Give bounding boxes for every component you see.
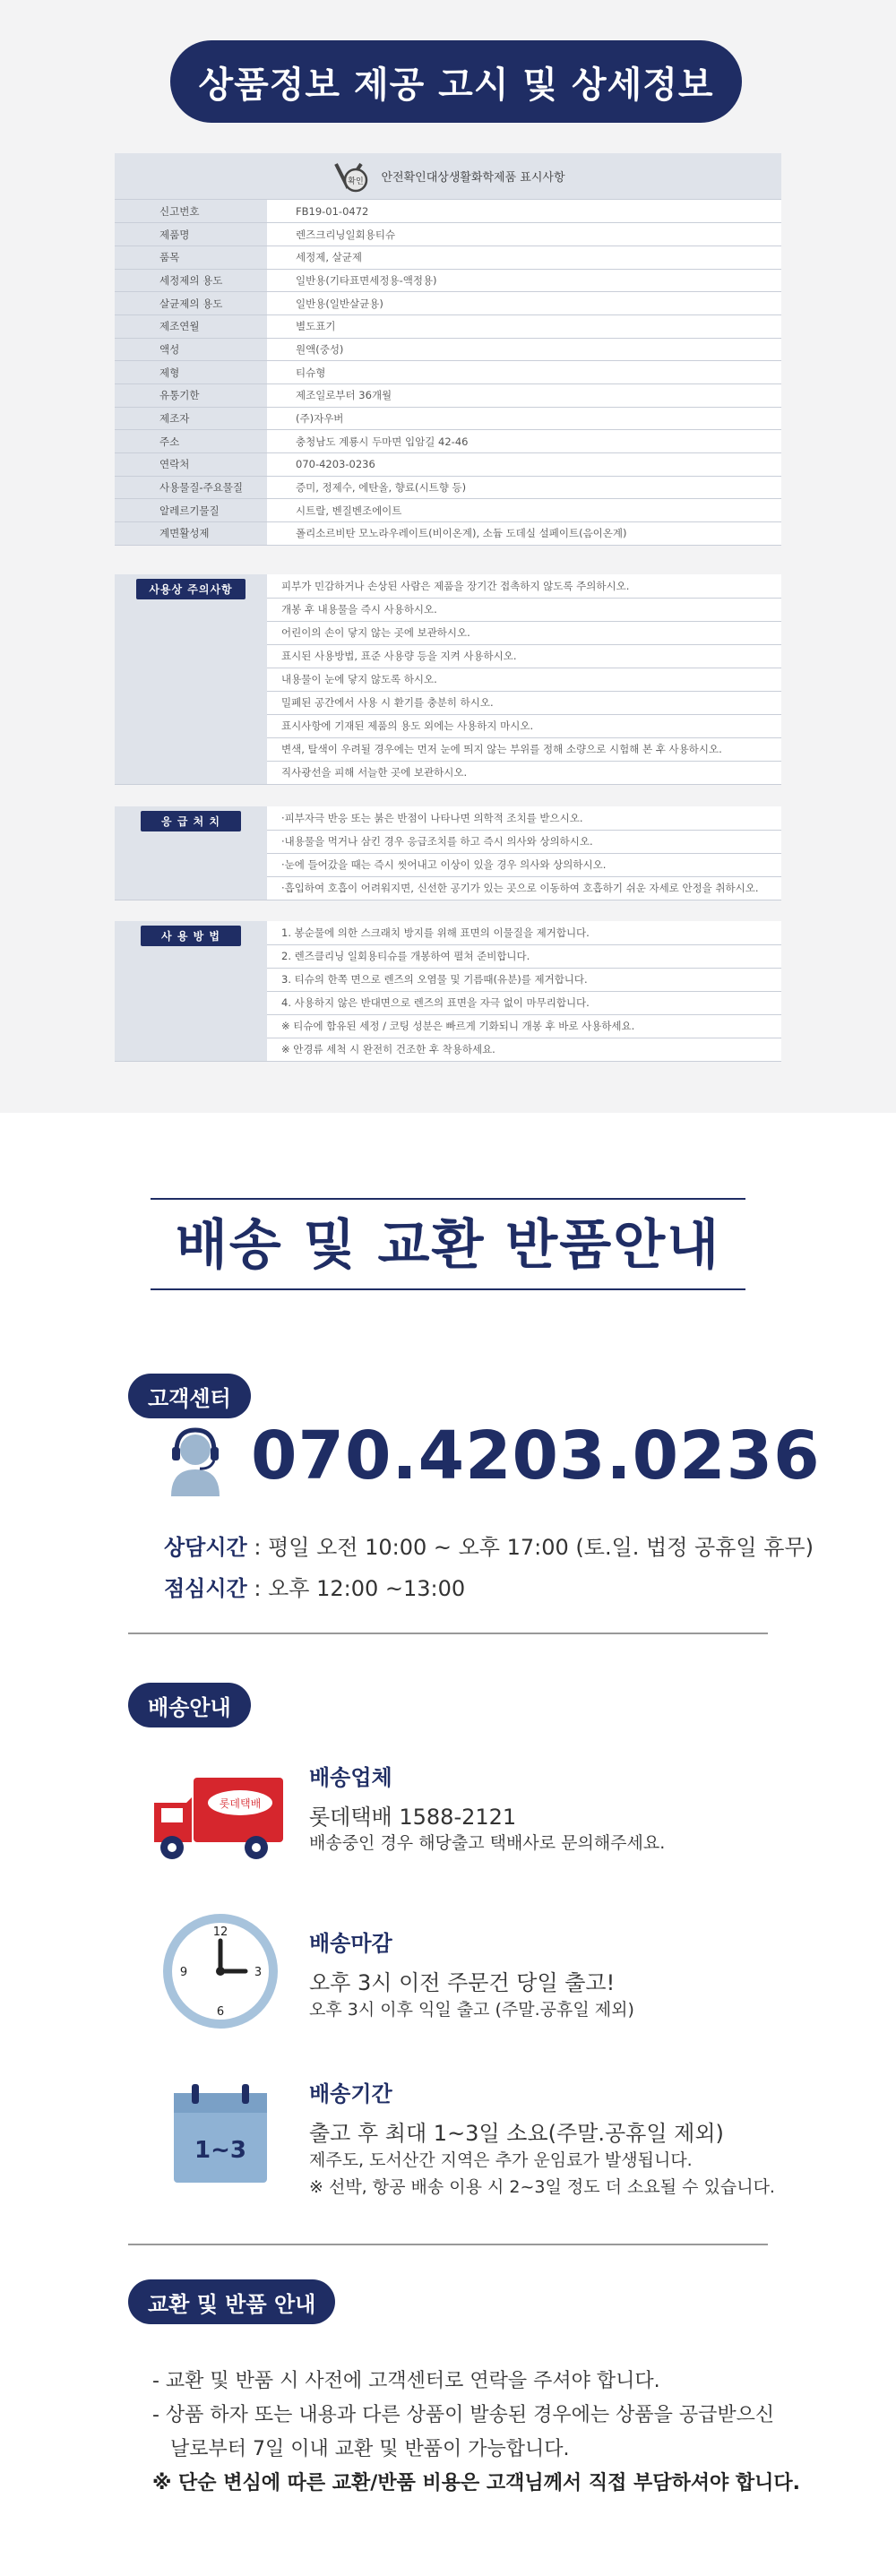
usage-item: 3. 티슈의 한쪽 면으로 렌즈의 오염물 및 기름때(유분)를 제거합니다. xyxy=(267,968,781,991)
deadline-title: 배송마감 xyxy=(309,1931,392,1956)
period-line-3: ※ 선박, 항공 배송 이용 시 2~3일 정도 더 소요될 수 있습니다. xyxy=(309,2177,775,2197)
caution-item: 변색, 탈색이 우려될 경우에는 먼저 눈에 띄지 않는 부위를 정해 소량으로 시험해 본 후 사용하시오. xyxy=(267,737,781,761)
period-line-1: 출고 후 최대 1~3일 소요(주말.공휴일 제외) xyxy=(309,2121,724,2146)
info-label: 주소 xyxy=(115,430,267,453)
info-value: 일반용(일반살균용) xyxy=(267,292,781,315)
info-value: 티슈형 xyxy=(267,361,781,384)
first-aid-row xyxy=(115,806,781,830)
shipping-pill: 배송안내 xyxy=(128,1683,251,1727)
info-row xyxy=(115,246,781,269)
info-row xyxy=(115,430,781,453)
exchange-notice: ※ 단순 변심에 따른 교환/반품 비용은 고객님께서 직접 부담하셔야 합니다. xyxy=(152,2472,801,2494)
usage-row xyxy=(115,921,781,944)
deadline-line-1: 오후 3시 이전 주문건 당일 출고! xyxy=(309,1970,616,1995)
info-label: 제조연월 xyxy=(115,314,267,338)
exchange-pill: 교환 및 반품 안내 xyxy=(128,2279,335,2324)
svg-text:롯데택배: 롯데택배 xyxy=(219,1797,262,1810)
clock-icon xyxy=(159,1910,281,2032)
kc-safety-header xyxy=(115,153,781,200)
caution-row xyxy=(115,574,781,598)
caution-item: 어린이의 손이 닿지 않는 곳에 보관하시오. xyxy=(267,621,781,644)
info-label: 유통기한 xyxy=(115,384,267,408)
caution-item: 표시된 사용방법, 표준 사용량 등을 지켜 사용하시오. xyxy=(267,644,781,668)
info-row xyxy=(115,361,781,384)
info-row xyxy=(115,223,781,246)
exchange-line-2: - 상품 하자 또는 내용과 다른 상품이 발송된 경우에는 상품을 공급받으신 xyxy=(152,2404,775,2426)
svg-text:12: 12 xyxy=(212,1926,228,1939)
first-aid-item: ·피부자극 반응 또는 붉은 반점이 나타나면 의학적 조치를 받으시오. xyxy=(267,806,781,830)
info-value: 세정제, 살균제 xyxy=(267,246,781,269)
page-title: 상품정보 제공 고시 및 상세정보 xyxy=(170,40,742,123)
info-label: 계면활성제 xyxy=(115,522,267,546)
info-value: 시트랄, 벤질벤조에이트 xyxy=(267,499,781,522)
delivery-truck-icon xyxy=(151,1776,285,1863)
info-row xyxy=(115,407,781,430)
usage-item: ※ 티슈에 함유된 세정 / 코팅 성분은 빠르게 기화되니 개봉 후 바로 사용하세요. xyxy=(267,1014,781,1038)
info-value: 제조일로부터 36개월 xyxy=(267,384,781,408)
period-title: 배송기간 xyxy=(309,2081,392,2106)
caution-item: 표시사항에 기재된 제품의 용도 외에는 사용하지 마시오. xyxy=(267,714,781,737)
exchange-line-1: - 교환 및 반품 시 사전에 고객센터로 연락을 주셔야 합니다. xyxy=(152,2370,660,2392)
info-label: 세정제의 용도 xyxy=(115,269,267,292)
info-label: 액성 xyxy=(115,338,267,361)
info-row xyxy=(115,292,781,315)
info-label: 연락처 xyxy=(115,453,267,477)
customer-center-pill: 고객센터 xyxy=(128,1374,251,1418)
headset-agent-icon xyxy=(164,1426,227,1498)
caution-label-cell xyxy=(115,574,267,784)
info-value: 일반용(기타표면세정용-액정용) xyxy=(267,269,781,292)
info-row xyxy=(115,476,781,499)
info-label: 품목 xyxy=(115,246,267,269)
first-aid-label-cell xyxy=(115,806,267,900)
info-value: 충청남도 계룡시 두마면 입암길 42-46 xyxy=(267,430,781,453)
info-value: 별도표기 xyxy=(267,314,781,338)
svg-text:1~3: 1~3 xyxy=(194,2137,246,2164)
first-aid-table xyxy=(115,806,781,900)
info-row xyxy=(115,384,781,408)
usage-label-cell xyxy=(115,921,267,1061)
courier-phone: 롯데택배 1588-2121 xyxy=(309,1805,517,1830)
lunch-hours xyxy=(164,1571,465,1602)
info-row xyxy=(115,269,781,292)
lunch-hours-value: : 오후 12:00 ~13:00 xyxy=(246,1576,466,1601)
info-row xyxy=(115,314,781,338)
consult-hours-label: 상담시간 xyxy=(164,1535,247,1560)
first-aid-item: ·흡입하여 호흡이 어려워지면, 신선한 공기가 있는 곳으로 이동하여 호흡하기 쉬운 자세로 안정을 취하시오. xyxy=(267,876,781,900)
info-row xyxy=(115,200,781,223)
usage-item: 2. 렌즈클리닝 일회용티슈를 개봉하여 펼쳐 준비합니다. xyxy=(267,944,781,968)
info-row xyxy=(115,522,781,546)
svg-text:3: 3 xyxy=(254,1966,263,1979)
product-notice-section xyxy=(0,0,896,1113)
deadline-line-2: 오후 3시 이후 익일 출고 (주말.공휴일 제외) xyxy=(309,2000,634,2020)
svg-text:확인: 확인 xyxy=(348,177,365,186)
courier-title: 배송업체 xyxy=(309,1765,392,1790)
caution-item: 밀폐된 공간에서 사용 시 환기를 충분히 하시오. xyxy=(267,691,781,714)
info-value: 070-4203-0236 xyxy=(267,453,781,477)
consult-hours xyxy=(164,1529,814,1561)
info-value: 렌즈크리닝일회용티슈 xyxy=(267,223,781,246)
info-label: 알레르기물질 xyxy=(115,499,267,522)
title-divider-top xyxy=(151,1198,745,1200)
info-row xyxy=(115,453,781,477)
usage-item: 1. 봉순물에 의한 스크래치 방지를 위해 표면의 이물질을 제거합니다. xyxy=(267,921,781,944)
title-divider-bottom xyxy=(151,1288,745,1290)
info-label: 제조자 xyxy=(115,407,267,430)
info-label: 제형 xyxy=(115,361,267,384)
svg-text:6: 6 xyxy=(216,2005,225,2019)
exchange-line-3: 날로부터 7일 이내 교환 및 반품이 가능합니다. xyxy=(170,2438,570,2460)
caution-badge: 사용상 주의사항 xyxy=(136,579,245,599)
consult-hours-value: : 평일 오전 10:00 ~ 오후 17:00 (토.일. 법정 공휴일 휴무) xyxy=(246,1535,814,1560)
period-line-2: 제주도, 도서산간 지역은 추가 운임료가 발생됩니다. xyxy=(309,2150,693,2170)
delivery-section xyxy=(0,1113,896,2576)
kc-safety-mark-icon xyxy=(331,159,374,194)
lunch-hours-label: 점심시간 xyxy=(164,1576,247,1601)
first-aid-item: ·내용물을 먹거나 삼킨 경우 응급조치를 하고 즉시 의사와 상의하시오. xyxy=(267,830,781,853)
info-value: 폴리소르비탄 모노라우레이트(비이온계), 소듐 도데실 설페이트(음이온계) xyxy=(267,522,781,546)
caution-table xyxy=(115,574,781,785)
calendar-icon xyxy=(170,2081,271,2188)
first-aid-badge: 응 급 처 치 xyxy=(141,811,241,831)
info-row xyxy=(115,499,781,522)
info-label: 사용물질-주요물질 xyxy=(115,476,267,499)
product-info-table xyxy=(115,200,781,546)
info-value: FB19-01-0472 xyxy=(267,200,781,223)
info-label: 신고번호 xyxy=(115,200,267,223)
usage-item: 4. 사용하지 않은 반대면으로 렌즈의 표면을 자극 없이 마무리합니다. xyxy=(267,991,781,1014)
section-divider-2 xyxy=(128,2244,768,2245)
caution-item: 피부가 민감하거나 손상된 사람은 제품을 장기간 접촉하지 않도록 주의하시오. xyxy=(267,574,781,598)
info-label: 제품명 xyxy=(115,223,267,246)
section-divider xyxy=(128,1633,768,1634)
phone-number: 070.4203.0236 xyxy=(251,1417,821,1495)
courier-note: 배송중인 경우 해당출고 택배사로 문의해주세요. xyxy=(309,1833,666,1853)
info-row xyxy=(115,338,781,361)
caution-item: 개봉 후 내용물을 즉시 사용하시오. xyxy=(267,598,781,621)
caution-item: 직사광선을 피해 서늘한 곳에 보관하시오. xyxy=(267,761,781,784)
usage-table xyxy=(115,921,781,1062)
info-value: (주)자우버 xyxy=(267,407,781,430)
delivery-title: 배송 및 교환 반품안내 xyxy=(175,1214,721,1277)
caution-item: 내용물이 눈에 닿지 않도록 하시오. xyxy=(267,668,781,691)
info-value: 원액(중성) xyxy=(267,338,781,361)
info-value: 증미, 정제수, 에탄올, 향료(시트향 등) xyxy=(267,476,781,499)
svg-text:9: 9 xyxy=(179,1966,188,1979)
info-label: 살균제의 용도 xyxy=(115,292,267,315)
usage-item: ※ 안경류 세척 시 완전히 건조한 후 착용하세요. xyxy=(267,1038,781,1061)
usage-badge: 사 용 방 법 xyxy=(141,926,241,946)
first-aid-item: ·눈에 들어갔을 때는 즉시 씻어내고 이상이 있을 경우 의사와 상의하시오. xyxy=(267,853,781,876)
kc-header-text: 안전확인대상생활화학제품 표시사항 xyxy=(381,171,565,185)
